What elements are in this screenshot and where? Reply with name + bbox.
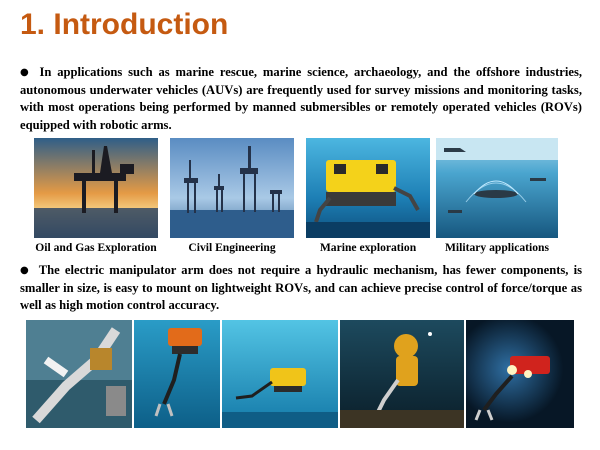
paragraph-text: In applications such as marine rescue, marine science, archaeology, and the offshore industries, autonomous underwater vehicles (AUVs) are frequently used for survey missions and monitoring tasks, with most operations being performed by manned submersibles or remotely operated vehicles (ROVs) equipped with robotic arms. — [20, 65, 582, 132]
caption-oil-gas: Oil and Gas Exploration — [35, 241, 157, 254]
paragraph-text: The electric manipulator arm does not require a hydraulic mechanism, has fewer components, is smaller in size, is easy to mount on lightweight ROVs, and can achieve precise control of force/torque as well as high motion control accuracy. — [20, 263, 582, 313]
caption-marine-exploration: Marine exploration — [319, 241, 417, 254]
bullet-icon: ● — [20, 67, 32, 78]
yellow-rov-underwater-image — [306, 138, 430, 238]
yellow-rov-arm-image — [222, 320, 338, 428]
manipulator-arm-closeup-image — [26, 320, 132, 428]
bullet-icon: ● — [20, 265, 31, 276]
offshore-platforms-image — [170, 138, 294, 238]
caption-military-applications: Military applications — [444, 241, 550, 254]
slide-title: 1. Introduction — [20, 8, 229, 41]
military-sonar-image — [436, 138, 558, 238]
caption-civil-engineering: Civil Engineering — [188, 241, 276, 254]
orange-rov-arm-image — [134, 320, 220, 428]
paragraph-auv-applications — [20, 64, 582, 134]
paragraph-electric-manipulator — [20, 262, 582, 315]
rov-with-lights-image — [466, 320, 574, 428]
diver-with-arm-image — [340, 320, 464, 428]
oil-rig-sunset-image — [34, 138, 158, 238]
